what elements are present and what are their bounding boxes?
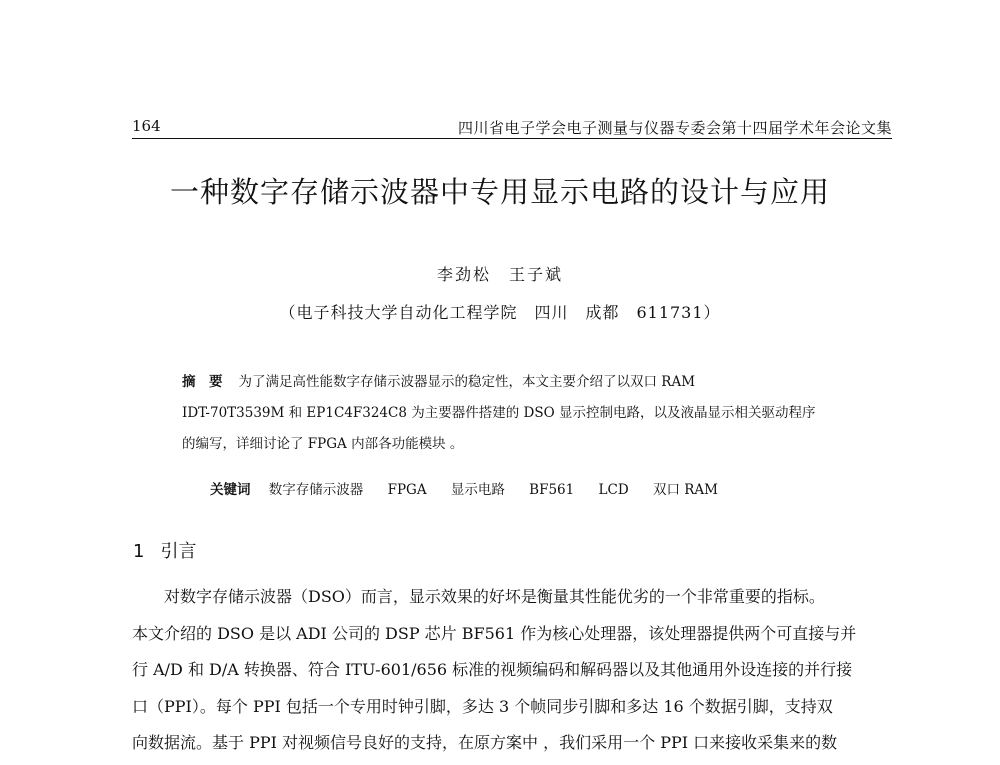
keyword: 双口 RAM <box>652 482 718 498</box>
body-line: 本文介绍的 DSO 是以 ADI 公司的 DSP 芯片 BF561 作为核心处理器，该处理器提供两个可直接与并 <box>132 623 857 643</box>
page-number: 164 <box>132 117 161 135</box>
keywords-label: 关键词 <box>210 482 251 498</box>
keywords <box>210 478 738 498</box>
abstract-label: 摘 要 <box>182 374 223 390</box>
header-rule <box>132 138 892 139</box>
body-line: 行 A/D 和 D/A 转换器、符合 ITU-601/656 标准的视频编码和解码器以及其他通用外设连接的并行接 <box>132 660 853 679</box>
body-line: 向数据流。基于 PPI 对视频信号良好的支持，在原方案中 ，我们采用一个 PPI 口来接收采集来的数 <box>132 733 838 752</box>
paper-title: 一种数字存储示波器中专用显示电路的设计与应用 <box>169 175 830 209</box>
journal-title: 四川省电子学会电子测量与仪器专委会第十四届学术年会论文集 <box>457 119 892 137</box>
keyword: 显示电路 <box>450 482 505 498</box>
keyword: BF561 <box>529 482 575 498</box>
keyword: 数字存储示波器 <box>268 482 364 498</box>
abstract <box>182 371 832 464</box>
page-header <box>132 113 892 139</box>
body-line: 口（PPI）。每个 PPI 包括一个专用时钟引脚，多达 3 个帧同步引脚和多达 16 个数据引脚，支持双 <box>132 696 833 716</box>
section-number: 1 <box>133 541 145 562</box>
abstract-line: IDT-70T3539M 和 EP1C4F324C8 为主要器件搭建的 DSO 显示控制电路，以及液晶显示相关驱动程序 <box>182 405 816 421</box>
abstract-line: 的编写，详细讨论了 FPGA 内部各功能模块 。 <box>182 436 464 452</box>
keyword: LCD <box>598 482 629 498</box>
authors: 李劲松 王子斌 <box>436 265 563 284</box>
body-text <box>132 582 892 765</box>
body-line: 对数字存储示波器（DSO）而言，显示效果的好坏是衡量其性能优劣的一个非常重要的指标。 <box>164 587 825 606</box>
affiliation: （电子科技大学自动化工程学院 四川 成都 611731） <box>279 303 721 322</box>
section-heading <box>133 537 196 563</box>
section-title: 引言 <box>160 541 197 562</box>
abstract-text: 为了满足高性能数字存储示波器显示的稳定性，本文主要介绍了以双口 RAM <box>238 374 696 390</box>
abstract-line <box>182 371 832 402</box>
keyword: FPGA <box>387 482 427 498</box>
